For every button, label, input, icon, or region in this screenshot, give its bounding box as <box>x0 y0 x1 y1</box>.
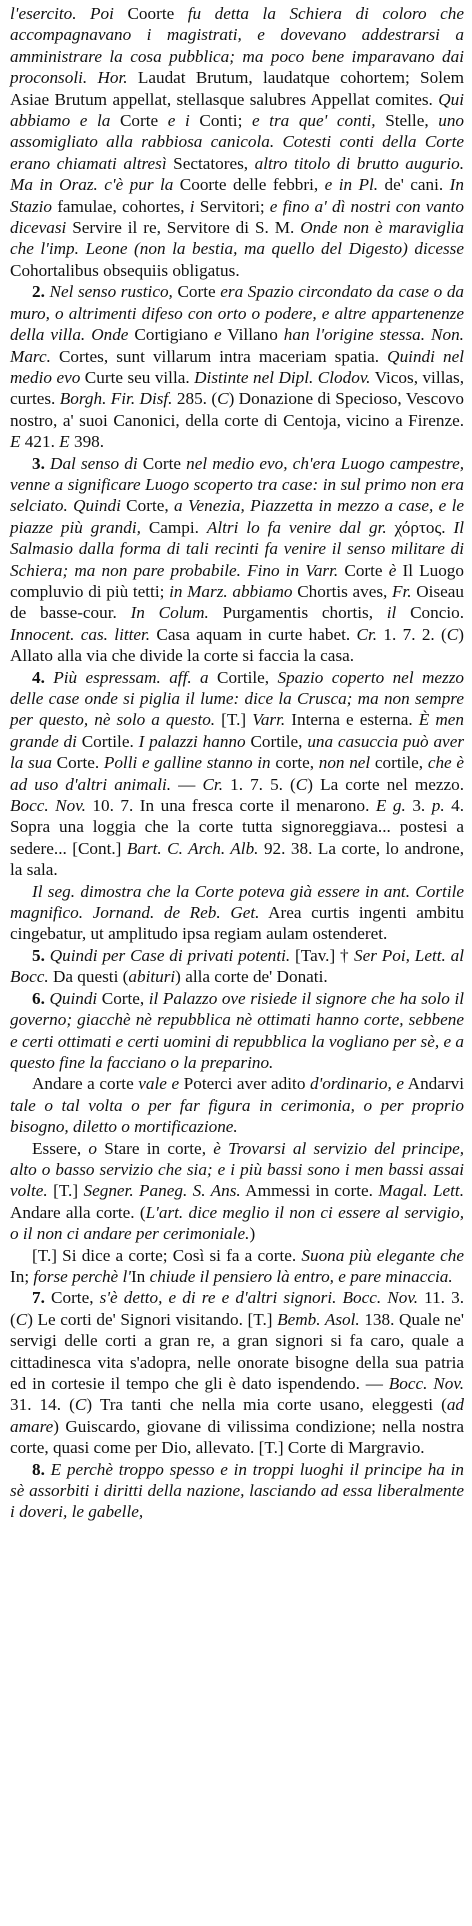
paragraph-sense-5: 5. Quindi per Case di privati potenti. [Tav.] † Ser Poi, Lett. al Bocc. Da questi (abituri) alla corte de' Donati. <box>10 945 465 987</box>
paragraph-andare-a-corte: Andare a corte vale e Poterci aver adito d'ordinario, e Andarvi tale o tal volta o per far figura in cerimonia, o per proprio bisogno, diletto o mortificazione. <box>10 1074 464 1137</box>
paragraph-a-corte-usage: [T.] Si dice a corte; Così si fa a corte. Suona più elegante che In; forse perchè l'In chiude il pensiero là entro, e pare minaccia. <box>10 1245 464 1286</box>
paragraph-sense-7: 7. Corte, s'è detto, e di re e d'altri signori. Bocc. Nov. 11. 3. (C) Le corti de' Signori visitando. [T.] Bemb. Asol. 138. Quale ne' servigi delle corti a gran re, a gran signori si fa caro, quale a cittadinesca vita s'adopra, nelle onorate bisogne della sua patria ed in cortesie il tempo che gli è dato ispendendo. — Bocc. Nov. 31. 14. (C) Tra tanti che nella mia corte usano, eleggesti (ad amare) Guiscardo, giovane di vilissima condizione; nella nostra corte, quasi come per Dio, allevato. [T.] Corte di Margravio. <box>10 1288 464 1458</box>
paragraph-sense-3: 3. Dal senso di Corte nel medio evo, ch'era Luogo campestre, venne a significare Luogo scoperto tra case: in sul primo non era selciato. Quindi Corte, a Venezia, Piazzetta in mezzo a case, e le piazze più grandi, Campi. Altri lo fa venire dal gr. χόρτος. Il Salmasio dalla forma di tali recinti fa venire il senso militare di Schiera; ma non pare probabile. Fino in Varr. Corte è Il Luogo compluvio di più tetti; in Marz. abbiamo Chortis aves, Fr. Oiseau de basse-cour. In Colum. Purgamentis chortis, il Concio. Innocent. cas. litter. Casa aquam in curte habet. Cr. 1. 7. 2. (C) Allato alla via che divide la corte si faccia la casa. <box>10 453 465 666</box>
paragraph-sense-6: 6. Quindi Corte, il Palazzo ove risiede il signore che ha solo il governo; giacchè nè repubblica nè ottimati hanno corte, sebbene e certi ottimati e certi uomini di repubblica la vogliano per sè, e a questo fine la facciano o la preparino. <box>10 988 464 1072</box>
paragraph-sense-4-note: Il seg. dimostra che la Corte poteva già essere in ant. Cortile magnifico. Jornand. de Reb. Get. Area curtis ingenti ambitu cingebatur, ut amplitudo ipsa regiam aulam ostenderet. <box>10 881 464 944</box>
paragraph-sense-8: 8. E perchè troppo spesso e in troppi luoghi il principe ha in sè assorbiti i diritti della nazione, lasciando ad essa liberalmente i doveri, le gabelle, <box>10 1459 464 1522</box>
paragraph-sense-2: 2. Nel senso rustico, Corte era Spazio circondato da case o da muro, o altrimenti difeso con orto o podere, e altre appartenenze della villa. Onde Cortigiano e Villano han l'origine stessa. Non. Marc. Cortes, sunt villarum intra maceriam spatia. Quindi nel medio evo Curte seu villa. Distinte nel Dipl. Clodov. Vicos, villas, curtes. Borgh. Fir. Disf. 285. (C) Donazione di Specioso, Vescovo nostro, a' suoi Canonici, della corte di Centoja, vicino a Firenze. E 421. E 398. <box>10 282 465 452</box>
paragraph-stare-in-corte: Essere, o Stare in corte, è Trovarsi al servizio del principe, alto o basso servizio che sia; e i più bassi sono i men bassi assai volte. [T.] Segner. Paneg. S. Ans. Ammessi in corte. Magal. Lett. Andare alla corte. (L'art. dice meglio il non ci essere al servigio, o il non ci andare per cerimoniale.) <box>10 1138 465 1244</box>
paragraph-cohort-continuation: l'esercito. Poi Coorte fu detta la Schiera di coloro che accompagnavano i magistrati, e dovevano addestrarsi a amministrare la cosa pubblica; ma poco bene imparavano dai proconsoli. Hor. Laudat Brutum, laudatque cohortem; Solem Asiae Brutum appellat, stellasque salubres Appellat comites. Qui abbiamo e la Corte e i Conti; e tra que' conti, Stelle, uno assomigliato alla rabbiosa canicola. Cotesti conti della Corte erano chiamati altresì Sectatores, altro titolo di brutto augurio. Ma in Oraz. c'è pur la Coorte delle febbri, e in Pl. de' cani. In Stazio famulae, cohortes, i Servitori; e fino a' dì nostri con vanto dicevasi Servire il re, Servitore di S. M. Onde non è maraviglia che l'imp. Leone (non la bestia, ma quello del Digesto) dicesse Cohortalibus obsequiis obligatus. <box>10 4 465 280</box>
paragraph-sense-4: 4. Più espressam. aff. a Cortile, Spazio coperto nel mezzo delle case onde si piglia il lume: dice la Crusca; ma non sempre per questo, nè solo a questo. [T.] Varr. Interna e esterna. È men grande di Cortile. I palazzi hanno Cortile, una casuccia può aver la sua Corte. Polli e galline stanno in corte, non nel cortile, che è ad uso d'altri animali. — Cr. 1. 7. 5. (C) La corte nel mezzo. Bocc. Nov. 10. 7. In una fresca corte il menarono. E g. 3. p. 4. Sopra una loggia che la corte tutta signoreggiava... postesi a sedere... [Cont.] Bart. C. Arch. Alb. 92. 38. La corte, lo androne, la sala. <box>10 667 465 880</box>
